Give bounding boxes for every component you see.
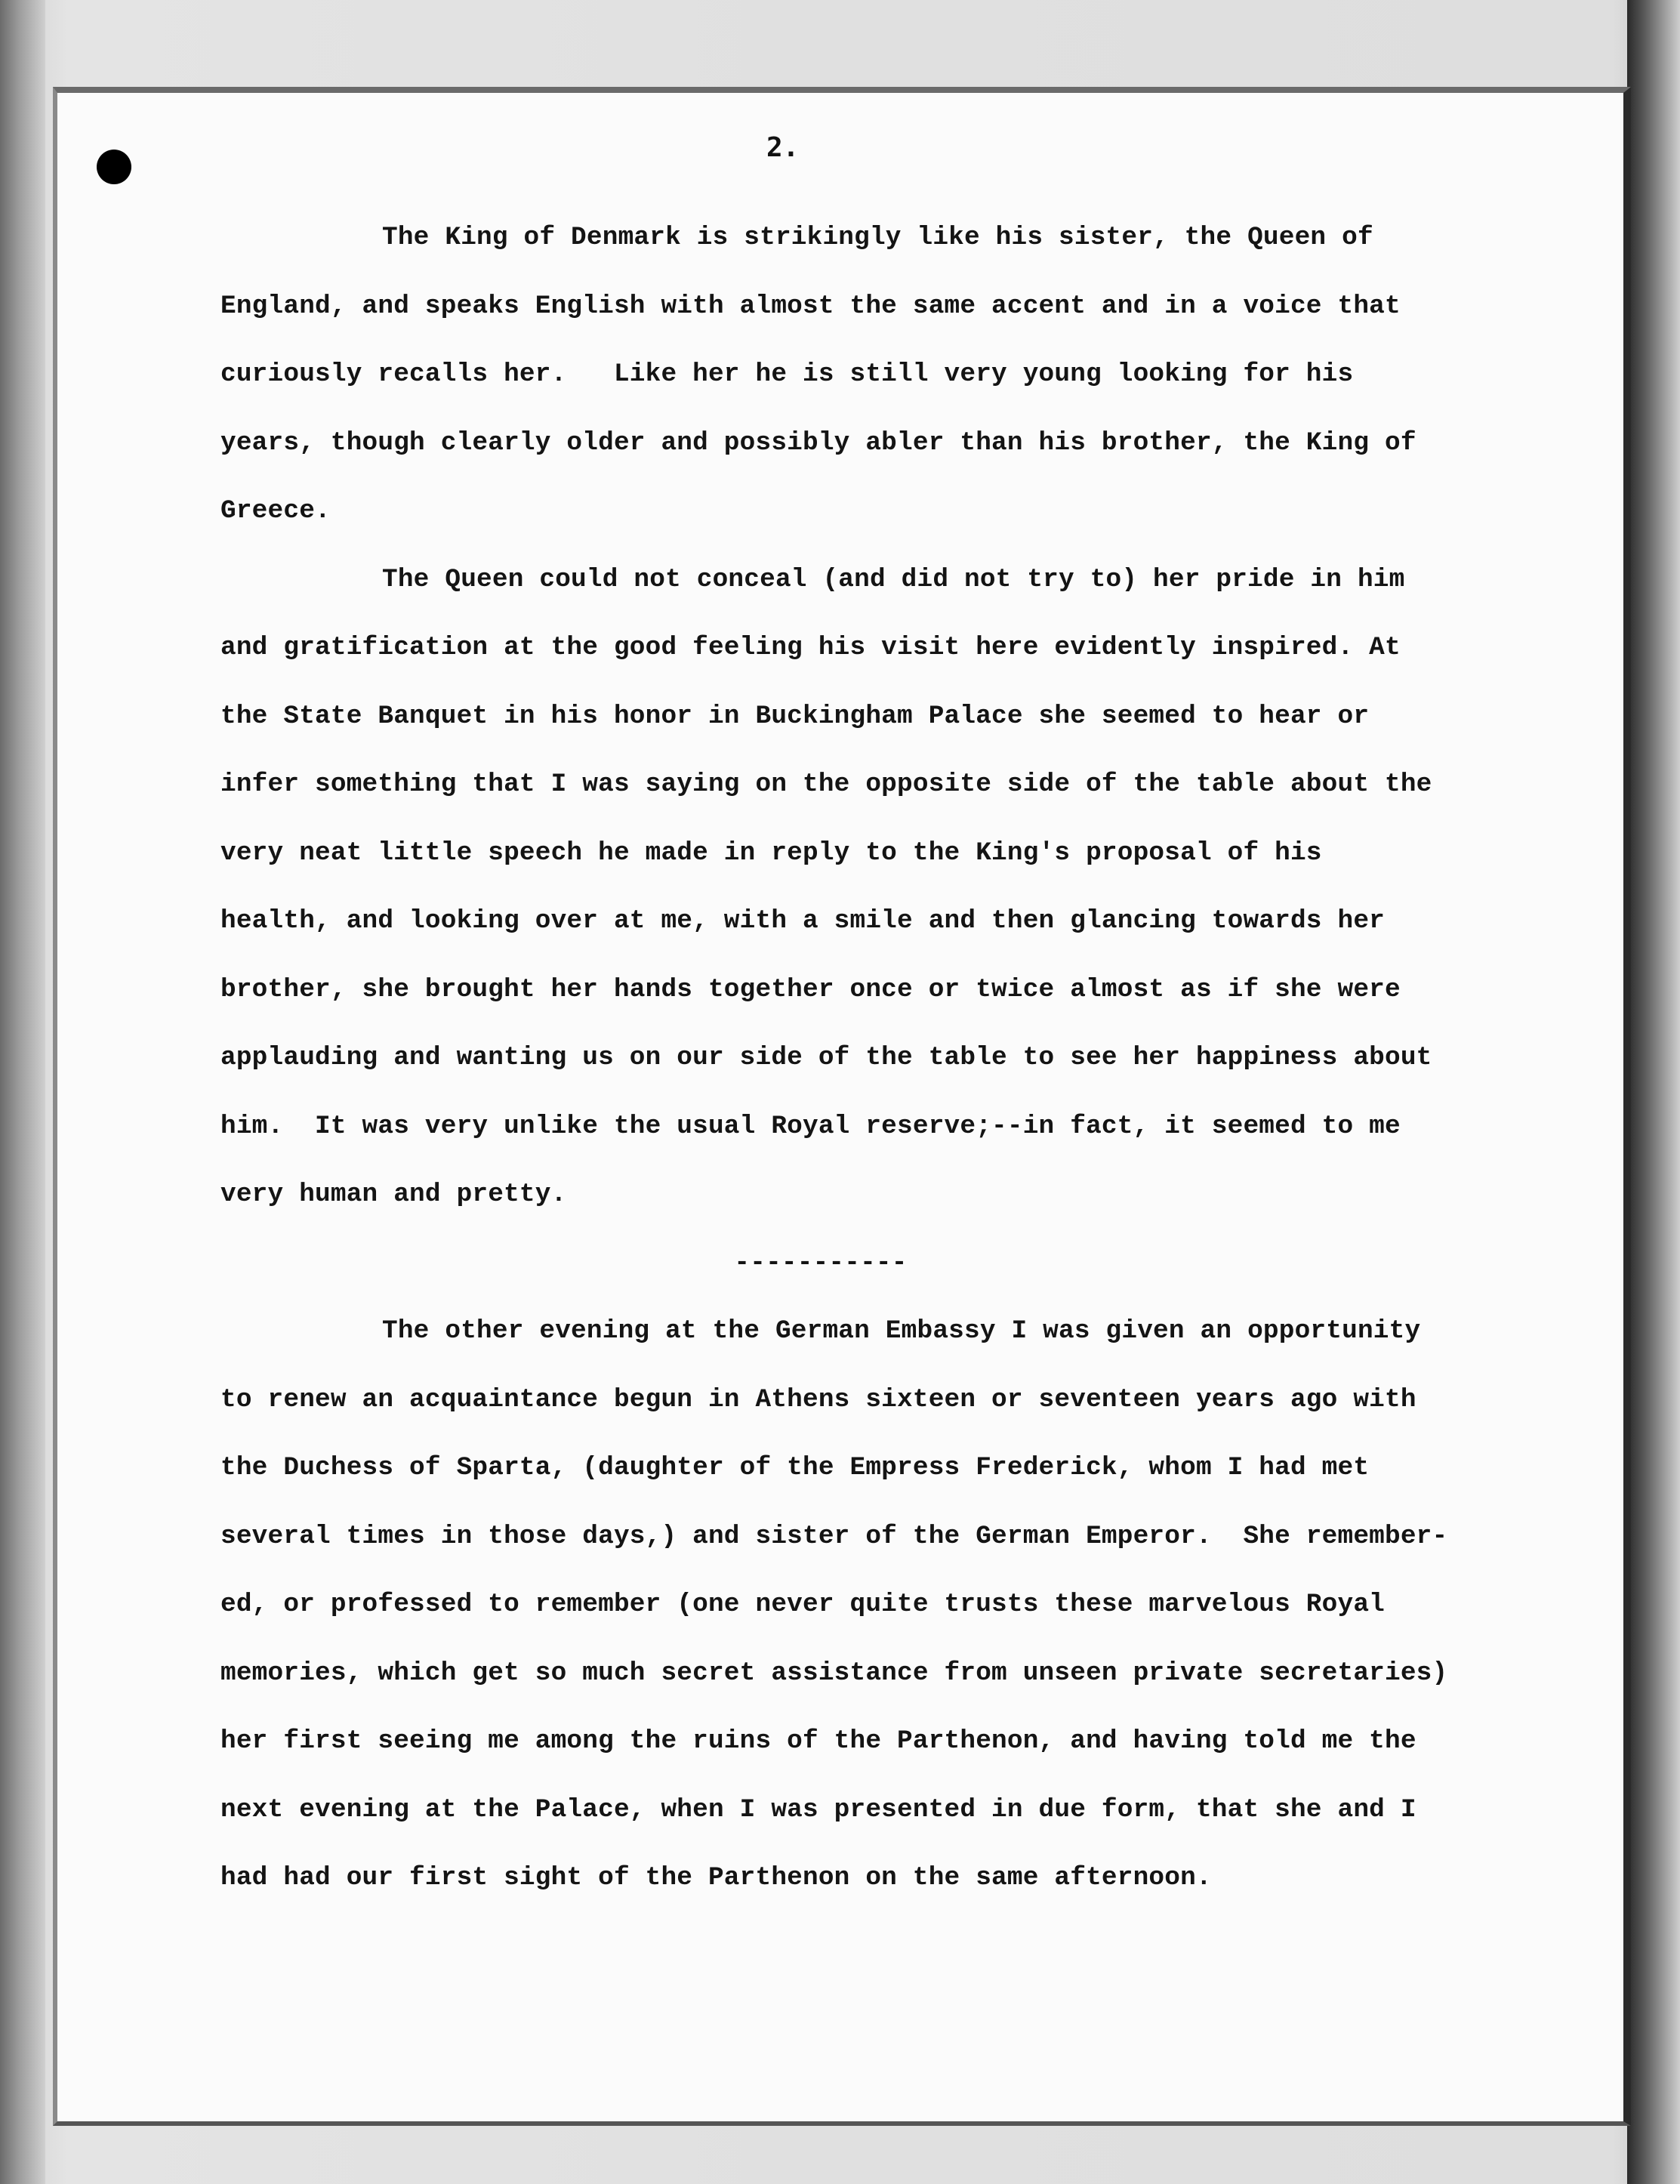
paragraph-3-line: her first seeing me among the ruins of the Parthenon, and having told me the bbox=[220, 1726, 1416, 1756]
paragraph-3-line: memories, which get so much secret assistance from unseen private secretaries) bbox=[220, 1658, 1448, 1688]
paragraph-3-line: ed, or professed to remember (one never quite trusts these marvelous Royal bbox=[220, 1590, 1385, 1619]
paragraph-1-line: England, and speaks English with almost the same accent and in a voice that bbox=[220, 291, 1401, 321]
paragraph-1-line: The King of Denmark is strikingly like his sister, the Queen of bbox=[382, 223, 1373, 252]
paragraph-2-line: health, and looking over at me, with a smile and then glancing towards her bbox=[220, 906, 1385, 936]
paragraph-1-line: curiously recalls her. Like her he is still very young looking for his bbox=[220, 359, 1354, 389]
paragraph-2-line: very human and pretty. bbox=[220, 1180, 567, 1209]
section-separator: ----------- bbox=[734, 1248, 908, 1278]
paragraph-2-line: very neat little speech he made in reply to the King's proposal of his bbox=[220, 838, 1322, 868]
scan-left-shadow bbox=[0, 0, 45, 2184]
punch-hole bbox=[97, 150, 131, 184]
paragraph-2-line: the State Banquet in his honor in Buckingham Palace she seemed to hear or bbox=[220, 701, 1370, 731]
paragraph-3-line: the Duchess of Sparta, (daughter of the Empress Frederick, whom I had met bbox=[220, 1453, 1370, 1482]
paragraph-3-line: next evening at the Palace, when I was presented in due form, that she and I bbox=[220, 1794, 1416, 1825]
paragraph-2-line: The Queen could not conceal (and did not try to) her pride in him bbox=[382, 564, 1405, 594]
paragraph-2-line: brother, she brought her hands together once or twice almost as if she were bbox=[220, 974, 1401, 1004]
paragraph-2-line: and gratification at the good feeling his visit here evidently inspired. At bbox=[220, 633, 1401, 662]
page-number: 2. bbox=[766, 132, 800, 163]
paragraph-1-line: years, though clearly older and possibly abler than his brother, the King of bbox=[220, 427, 1416, 458]
paragraph-3-line: several times in those days,) and sister of the German Emperor. She remember- bbox=[220, 1521, 1448, 1551]
paragraph-2-line: infer something that I was saying on the opposite side of the table about the bbox=[220, 770, 1432, 799]
paragraph-2-line: applauding and wanting us on our side of the table to see her happiness about bbox=[220, 1043, 1432, 1072]
paragraph-3-line: had had our first sight of the Parthenon on the same afternoon. bbox=[220, 1863, 1212, 1892]
paragraph-2-line: him. It was very unlike the usual Royal reserve;--in fact, it seemed to me bbox=[220, 1111, 1401, 1141]
scan-right-edge bbox=[1627, 0, 1680, 2184]
paragraph-3-line: The other evening at the German Embassy I was given an opportunity bbox=[382, 1316, 1421, 1346]
paragraph-1-line: Greece. bbox=[220, 496, 331, 526]
body-text bbox=[220, 204, 1519, 1913]
paragraph-3-line: to renew an acquaintance begun in Athens sixteen or seventeen years ago with bbox=[220, 1384, 1416, 1414]
